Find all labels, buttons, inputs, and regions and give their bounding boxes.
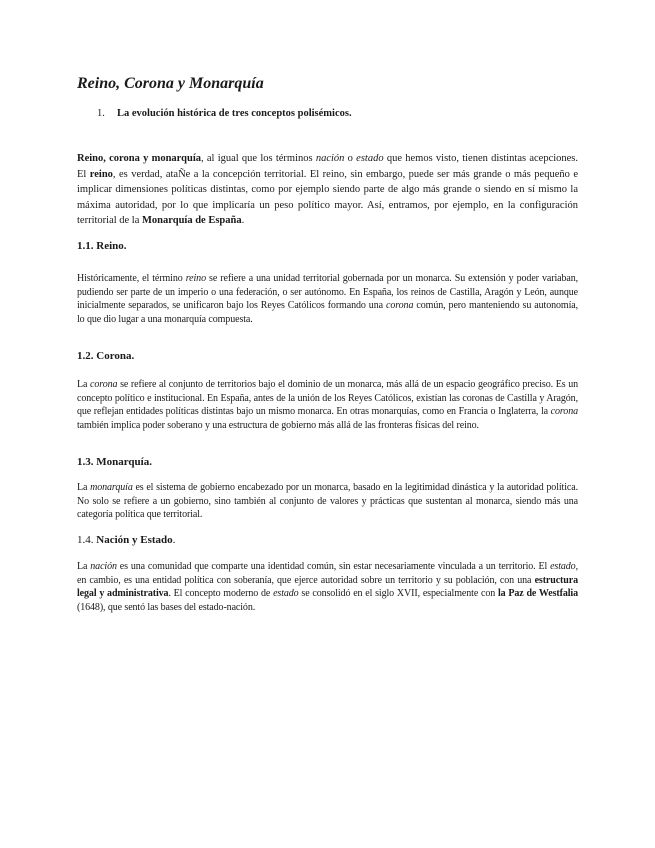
s3-text-2: es el sistema de gobierno encabezado por un monarca, basado en la legitimidad dinástica y la autoridad política. No solo se refiere a un gobierno, sino también al conjunto de valores y prácticas que sustentan al monarca, siendo más una categoría política que territorial.: [77, 482, 578, 520]
s2-text-3: también implica poder soberano y una estructura de gobierno más allá de las fronteras físicas del reino.: [77, 419, 479, 431]
section-paragraph-reino: [77, 272, 578, 326]
s4-text-4: . El concepto moderno de: [168, 588, 274, 599]
s4-text-1: La: [77, 561, 91, 572]
s1-italic-2: corona: [386, 300, 414, 311]
section-heading-monarquia: 1.3. Monarquía.: [77, 456, 152, 468]
s1-text-3: común, pero manteniendo su autonomía, lo que dio lugar a una monarquía compuesta.: [77, 300, 578, 325]
intro-text-1: , al igual que los términos: [201, 153, 316, 164]
s4-text-6: (1648), que sentó las bases del estado-nación.: [77, 601, 256, 613]
intro-text-5: .: [241, 215, 245, 227]
heading-end: .: [172, 534, 176, 546]
s1-text-2: se refiere a una unidad territorial gobernada por un monarca. Su extensión y poder variaban, pudiendo ser parte de un imperio o una federación, o ser autónomo. En España, los reinos de Castilla, Aragón y León, aunque inicialmente separados, se unificaron bajo los Reyes Católicos formando una: [77, 273, 578, 311]
intro-text-2: o: [344, 153, 357, 164]
intro-bold-2: reino: [89, 168, 113, 180]
intro-italic-1: nación: [315, 153, 345, 164]
s4-italic-2: estado: [550, 561, 576, 572]
s3-text-1: La: [77, 482, 91, 493]
s4-bold-2: la Paz de Westfalia: [497, 588, 579, 599]
s4-italic-3: estado: [273, 588, 299, 599]
s2-italic-2: corona: [550, 406, 578, 417]
heading-text: Nación y Estado: [96, 534, 173, 546]
list-item-text: La evolución histórica de tres conceptos polisémicos.: [117, 108, 352, 119]
s2-italic-1: corona: [90, 379, 118, 390]
document-title: Reino, Corona y Monarquía: [77, 75, 264, 92]
intro-italic-2: estado: [356, 153, 384, 164]
numbered-list-item: [97, 108, 352, 119]
s4-bold-1: estructura legal y administrativa: [77, 574, 578, 599]
s4-text-3: , en cambio, es una entidad política con soberanía, que ejerce autoridad sobre un territorio y su población, con una: [77, 561, 578, 586]
section-heading-corona: 1.2. Corona.: [77, 350, 135, 362]
section-paragraph-nacion-estado: [77, 560, 578, 614]
s2-text-2: se refiere al conjunto de territorios bajo el dominio de un monarca, más allá de un espacio geográfico preciso. Es un concepto político e institucional. En España, antes de la unión de los Reyes Católicos, existían las coronas de Castilla y Aragón, que reflejan entidades políticas distintas bajo un mismo monarca. En otras monarquías, como en Francia o Inglaterra, la: [77, 379, 578, 417]
intro-text-3: que hemos visto, tienen distintas acepciones. El: [77, 153, 579, 180]
section-heading-reino: 1.1. Reino.: [77, 240, 127, 252]
section-paragraph-monarquia: [77, 481, 578, 522]
intro-bold-1: Reino, corona y monarquía: [77, 153, 201, 164]
s3-italic-1: monarquía: [90, 482, 133, 493]
s4-text-2: es una comunidad que comparte una identidad común, sin estar necesariamente vinculada a un territorio. El: [116, 561, 551, 572]
s2-text-1: La: [77, 379, 91, 390]
list-number: 1.: [97, 108, 105, 119]
intro-text-4: , es verdad, ataÑe a la concepción territorial. El reino, sin embargo, puede ser más grande o más pequeño e implicar dimensiones políticas distintas, como por ejemplo siendo parte de algo más grande o siendo en sí mismo la máxima autoridad, por lo que implicaría un peso político mayor. Así, entramos, por ejemplo, en la configuración territorial de la: [77, 168, 578, 227]
s1-text-1: Históricamente, el término: [77, 273, 186, 284]
s4-italic-1: nación: [90, 561, 117, 572]
intro-paragraph: [77, 151, 578, 229]
section-paragraph-corona: [77, 378, 578, 432]
intro-bold-3: Monarquía de España: [142, 215, 242, 227]
s1-italic-1: reino: [185, 273, 206, 284]
heading-number: 1.4.: [77, 534, 94, 546]
section-heading-nacion-estado: [77, 534, 175, 546]
s4-text-5: se consolidó en el siglo XVII, especialmente con: [298, 588, 498, 599]
